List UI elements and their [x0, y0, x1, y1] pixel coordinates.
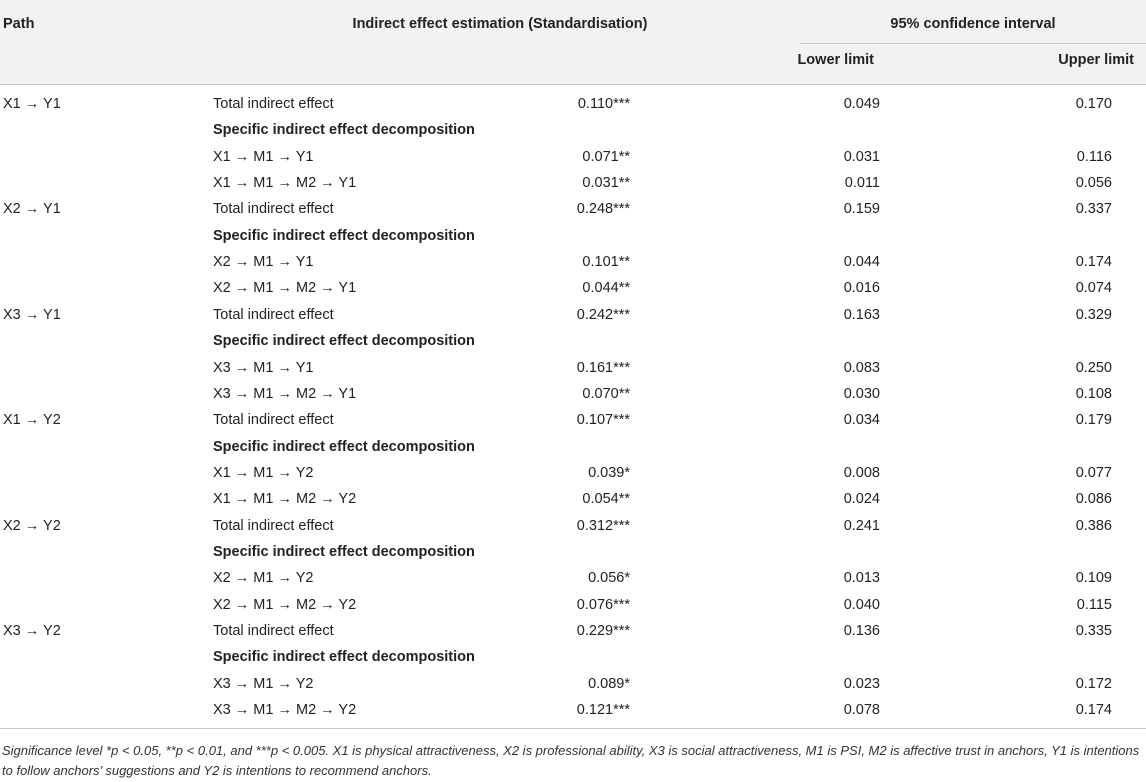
row-effect-label: Total indirect effect	[213, 201, 334, 217]
row-lower-limit: 0.034	[843, 412, 880, 428]
row-section-label: Specific indirect effect decomposition	[213, 544, 475, 560]
row-effect-label: Total indirect effect	[213, 518, 334, 534]
row-estimate: 0.044**	[582, 280, 630, 296]
row-estimate: 0.039*	[588, 465, 630, 481]
row-estimate: 0.242***	[576, 307, 630, 323]
row-lower-limit: 0.030	[843, 386, 880, 402]
row-lower-limit: 0.040	[843, 597, 880, 613]
header-lower-limit: Lower limit	[797, 52, 874, 68]
row-estimate: 0.229***	[576, 623, 630, 639]
row-estimate: 0.161***	[576, 360, 630, 376]
row-estimate: 0.056*	[588, 570, 630, 586]
table-header-band	[0, 0, 1146, 84]
row-lower-limit: 0.078	[843, 702, 880, 718]
row-upper-limit: 0.174	[1075, 254, 1112, 270]
row-upper-limit: 0.170	[1075, 96, 1112, 112]
row-lower-limit: 0.083	[843, 360, 880, 376]
row-lower-limit: 0.013	[843, 570, 880, 586]
header-bottom-rule	[0, 84, 1146, 85]
header-upper-limit: Upper limit	[1058, 52, 1134, 68]
table-bottom-rule	[0, 728, 1146, 729]
row-estimate: 0.101**	[582, 254, 630, 270]
row-lower-limit: 0.049	[843, 96, 880, 112]
row-path: X3 → Y1	[3, 307, 61, 323]
row-path: X3 → Y2	[3, 623, 61, 639]
ci-header-rule	[800, 43, 1146, 44]
row-upper-limit: 0.386	[1075, 518, 1112, 534]
row-lower-limit: 0.044	[843, 254, 880, 270]
row-lower-limit: 0.023	[843, 676, 880, 692]
row-upper-limit: 0.077	[1075, 465, 1112, 481]
row-upper-limit: 0.115	[1076, 597, 1112, 613]
row-lower-limit: 0.136	[843, 623, 880, 639]
row-upper-limit: 0.108	[1075, 386, 1112, 402]
row-upper-limit: 0.179	[1075, 412, 1112, 428]
row-effect-label: Total indirect effect	[213, 412, 334, 428]
row-upper-limit: 0.172	[1075, 676, 1112, 692]
row-effect-label: X3 → M1 → M2 → Y2	[213, 702, 357, 718]
row-lower-limit: 0.241	[843, 518, 880, 534]
row-estimate: 0.312***	[576, 518, 630, 534]
row-effect-label: Total indirect effect	[213, 96, 334, 112]
row-effect-label: X1 → M1 → M2 → Y1	[213, 175, 357, 191]
row-upper-limit: 0.074	[1075, 280, 1112, 296]
row-section-label: Specific indirect effect decomposition	[213, 649, 475, 665]
row-lower-limit: 0.159	[843, 201, 880, 217]
row-upper-limit: 0.116	[1076, 149, 1112, 165]
header-path: Path	[3, 16, 35, 32]
row-effect-label: X3 → M1 → Y2	[213, 676, 314, 692]
row-lower-limit: 0.011	[844, 175, 880, 191]
row-lower-limit: 0.008	[843, 465, 880, 481]
row-effect-label: X2 → M1 → Y1	[213, 254, 314, 270]
row-lower-limit: 0.016	[843, 280, 880, 296]
row-effect-label: X1 → M1 → M2 → Y2	[213, 491, 357, 507]
row-effect-label: X1 → M1 → Y1	[213, 149, 314, 165]
row-effect-label: X3 → M1 → M2 → Y1	[213, 386, 357, 402]
row-effect-label: X2 → M1 → M2 → Y1	[213, 280, 357, 296]
row-estimate: 0.070**	[582, 386, 630, 402]
row-effect-label: X3 → M1 → Y1	[213, 360, 314, 376]
row-section-label: Specific indirect effect decomposition	[213, 122, 475, 138]
row-effect-label: X2 → M1 → M2 → Y2	[213, 597, 357, 613]
row-path: X1 → Y1	[3, 96, 61, 112]
row-estimate: 0.071**	[582, 149, 630, 165]
row-estimate: 0.248***	[576, 201, 630, 217]
row-effect-label: Total indirect effect	[213, 623, 334, 639]
row-section-label: Specific indirect effect decomposition	[213, 333, 475, 349]
row-upper-limit: 0.056	[1075, 175, 1112, 191]
row-upper-limit: 0.109	[1075, 570, 1112, 586]
row-estimate: 0.076***	[576, 597, 630, 613]
header-indirect-effect: Indirect effect estimation (Standardisation)	[352, 16, 648, 32]
row-upper-limit: 0.329	[1075, 307, 1112, 323]
row-estimate: 0.054**	[582, 491, 630, 507]
row-path: X2 → Y1	[3, 201, 61, 217]
row-upper-limit: 0.337	[1075, 201, 1112, 217]
row-section-label: Specific indirect effect decomposition	[213, 228, 475, 244]
row-estimate: 0.110***	[577, 96, 630, 112]
row-upper-limit: 0.086	[1075, 491, 1112, 507]
row-effect-label: X2 → M1 → Y2	[213, 570, 314, 586]
row-upper-limit: 0.250	[1075, 360, 1112, 376]
row-estimate: 0.107***	[576, 412, 630, 428]
row-effect-label: Total indirect effect	[213, 307, 334, 323]
row-section-label: Specific indirect effect decomposition	[213, 439, 475, 455]
row-estimate: 0.121***	[576, 702, 630, 718]
row-upper-limit: 0.174	[1075, 702, 1112, 718]
row-effect-label: X1 → M1 → Y2	[213, 465, 314, 481]
row-lower-limit: 0.024	[843, 491, 880, 507]
row-path: X1 → Y2	[3, 412, 61, 428]
header-confidence-interval: 95% confidence interval	[890, 16, 1056, 32]
row-estimate: 0.031**	[582, 175, 630, 191]
row-lower-limit: 0.031	[843, 149, 880, 165]
row-lower-limit: 0.163	[843, 307, 880, 323]
row-upper-limit: 0.335	[1075, 623, 1112, 639]
row-path: X2 → Y2	[3, 518, 61, 534]
row-estimate: 0.089*	[588, 676, 630, 692]
table-footnote: Significance level *p < 0.05, **p < 0.01, and ***p < 0.005. X1 is physical attractiveness, X2 is professional ability, X3 is social attractiveness, M1 is PSI, M2 is affective trust in anchors, Y1 is intentions to follow anchors’ suggestions and Y2 is intentions to recommend anchors.	[2, 743, 1140, 778]
